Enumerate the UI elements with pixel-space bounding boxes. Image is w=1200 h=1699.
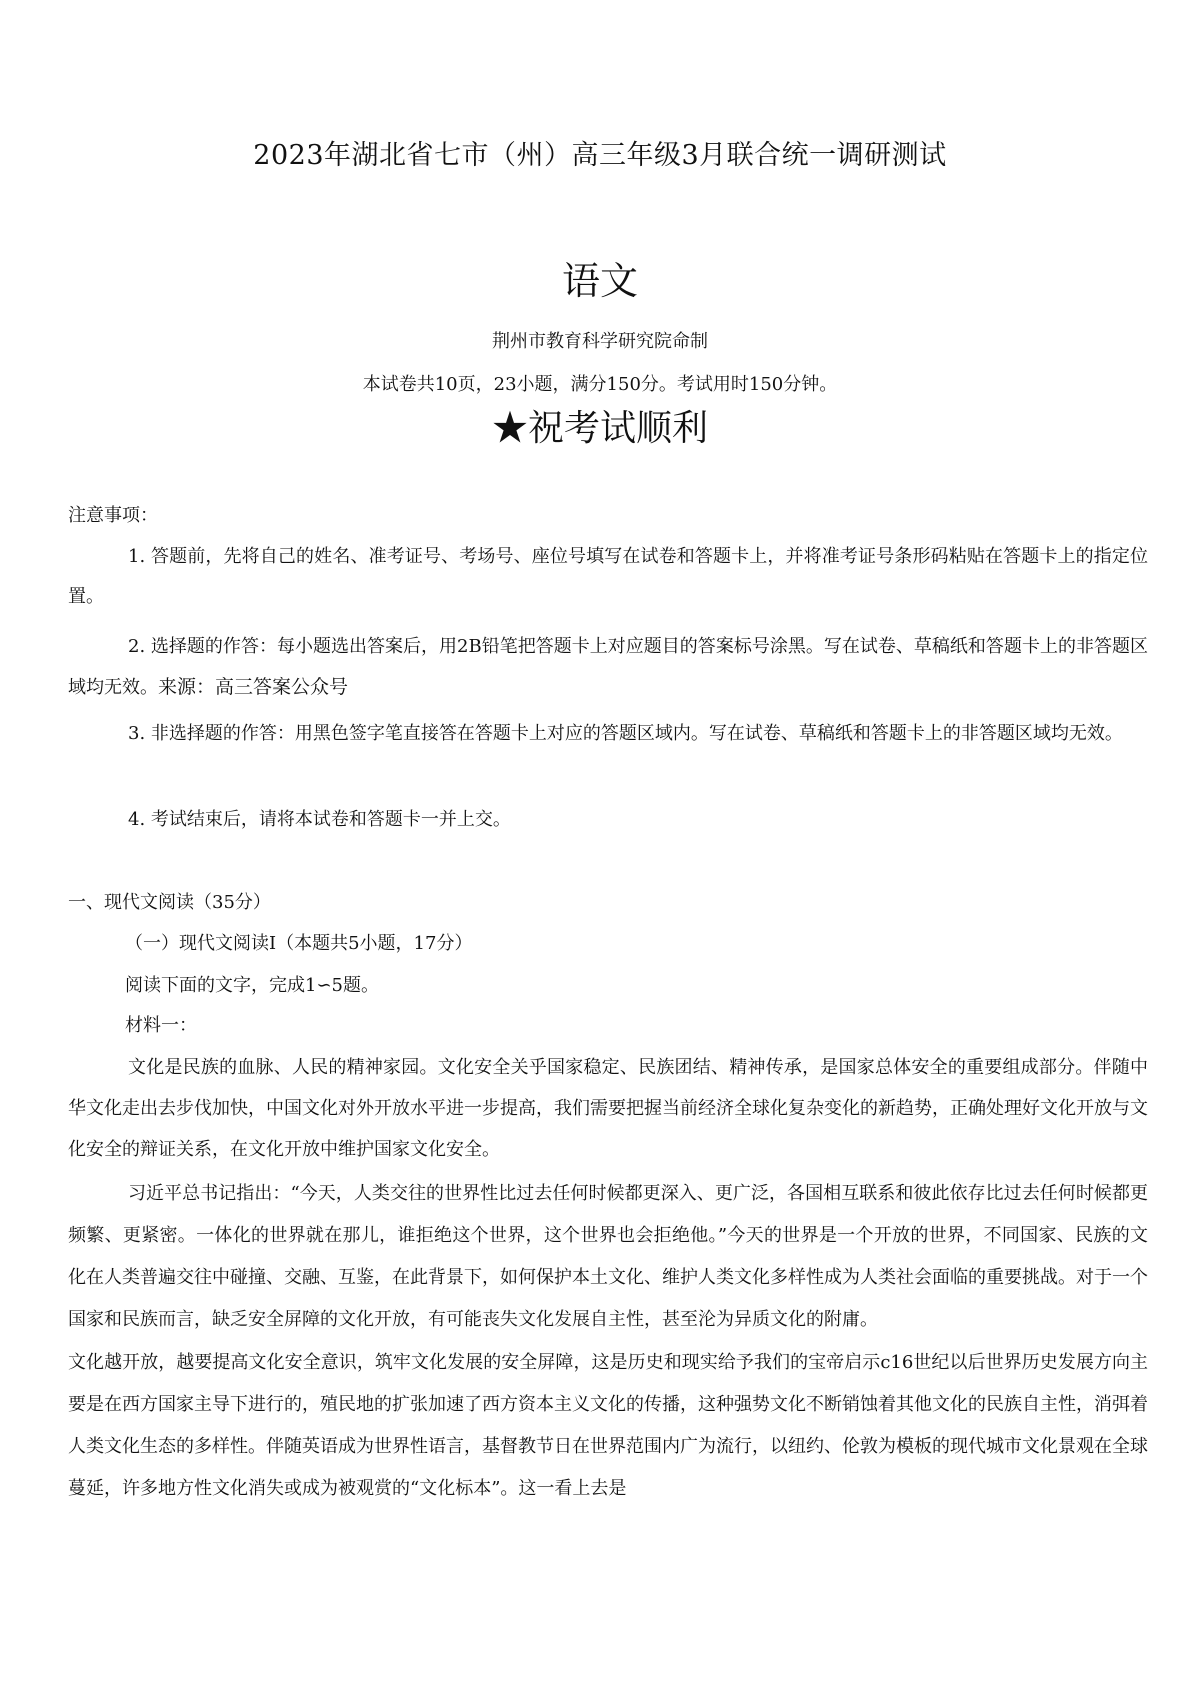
note-item-2 xyxy=(68,627,1148,708)
blessing-line: ★祝考试顺利 xyxy=(491,408,708,449)
note-item-2-text: 2. 选择题的作答：每小题选出答案后，用2B铅笔把答题卡上对应题目的答案标号涂黑。写在试卷、草稿纸和答题卡上的非答题区域均无效。 xyxy=(68,636,1148,698)
subject-title: 语文 xyxy=(561,259,638,303)
exam-info-line: 本试卷共10页，23小题，满分150分。考试用时150分钟。 xyxy=(362,374,838,395)
notes-heading: 注意事项： xyxy=(68,505,158,526)
paragraph-2: 习近平总书记指出：“今天，人类交往的世界性比过去任何时候都更深入、更广泛，各国相互联系和彼此依存比过去任何时候都更频繁、更紧密。一体化的世界就在那儿，谁拒绝这个世界，这个世界也会拒绝他。”今天的世界是一个开放的世界，不同国家、民族的文化在人类普遍交往中碰撞、交融、互鉴，在此背景下，如何保护本土文化、维护人类文化多样性成为人类社会面临的重要挑战。对于一个国家和民族而言，缺乏安全屏障的文化开放，有可能丧失文化发展自主性，甚至沦为异质文化的附庸。 xyxy=(68,1183,1148,1330)
source-watermark-text: 来源：高三答案公众号 xyxy=(158,676,349,698)
exam-title: 2023年湖北省七市（州）高三年级3月联合统一调研测试 xyxy=(253,140,947,171)
note-item-1: 1. 答题前，先将自己的姓名、准考证号、考场号、座位号填写在试卷和答题卡上，并将准考证号条形码粘贴在答题卡上的指定位置。 xyxy=(68,546,1148,607)
paragraph-1: 文化是民族的血脉、人民的精神家园。文化安全关乎国家稳定、民族团结、精神传承，是国家总体安全的重要组成部分。伴随中华文化走出去步伐加快，中国文化对外开放水平进一步提高，我们需要把握当前经济全球化复杂变化的新趋势，正确处理好文化开放与文化安全的辩证关系，在文化开放中维护国家文化安全。 xyxy=(68,1057,1148,1160)
section-heading: 一、现代文阅读（35分） xyxy=(68,892,271,913)
compiler-line: 荆州市教育科学研究院命制 xyxy=(492,331,708,352)
section-subheading: （一）现代文阅读Ⅰ（本题共5小题，17分） xyxy=(125,933,473,954)
reading-instruction: 阅读下面的文字，完成1∽5题。 xyxy=(125,975,379,996)
paragraph-3: 文化越开放，越要提高文化安全意识，筑牢文化发展的安全屏障，这是历史和现实给予我们的宝帝启示c16世纪以后世界历史发展方向主要是在西方国家主导下进行的，殖民地的扩张加速了西方资本主义文化的传播，这种强势文化不断销蚀着其他文化的民族自主性，消弭着人类文化生态的多样性。伴随英语成为世界性语言，基督教节日在世界范围内广为流行，以纽约、伦敦为模板的现代城市文化景观在全球蔓延，许多地方性文化消失或成为被观赏的“文化标本”。这一看上去是 xyxy=(68,1352,1148,1499)
note-item-3: 3. 非选择题的作答：用黑色签字笔直接答在答题卡上对应的答题区域内。写在试卷、草稿纸和答题卡上的非答题区域均无效。 xyxy=(128,723,1123,744)
material-label: 材料一： xyxy=(125,1015,197,1036)
note-item-4: 4. 考试结束后，请将本试卷和答题卡一并上交。 xyxy=(128,809,511,830)
